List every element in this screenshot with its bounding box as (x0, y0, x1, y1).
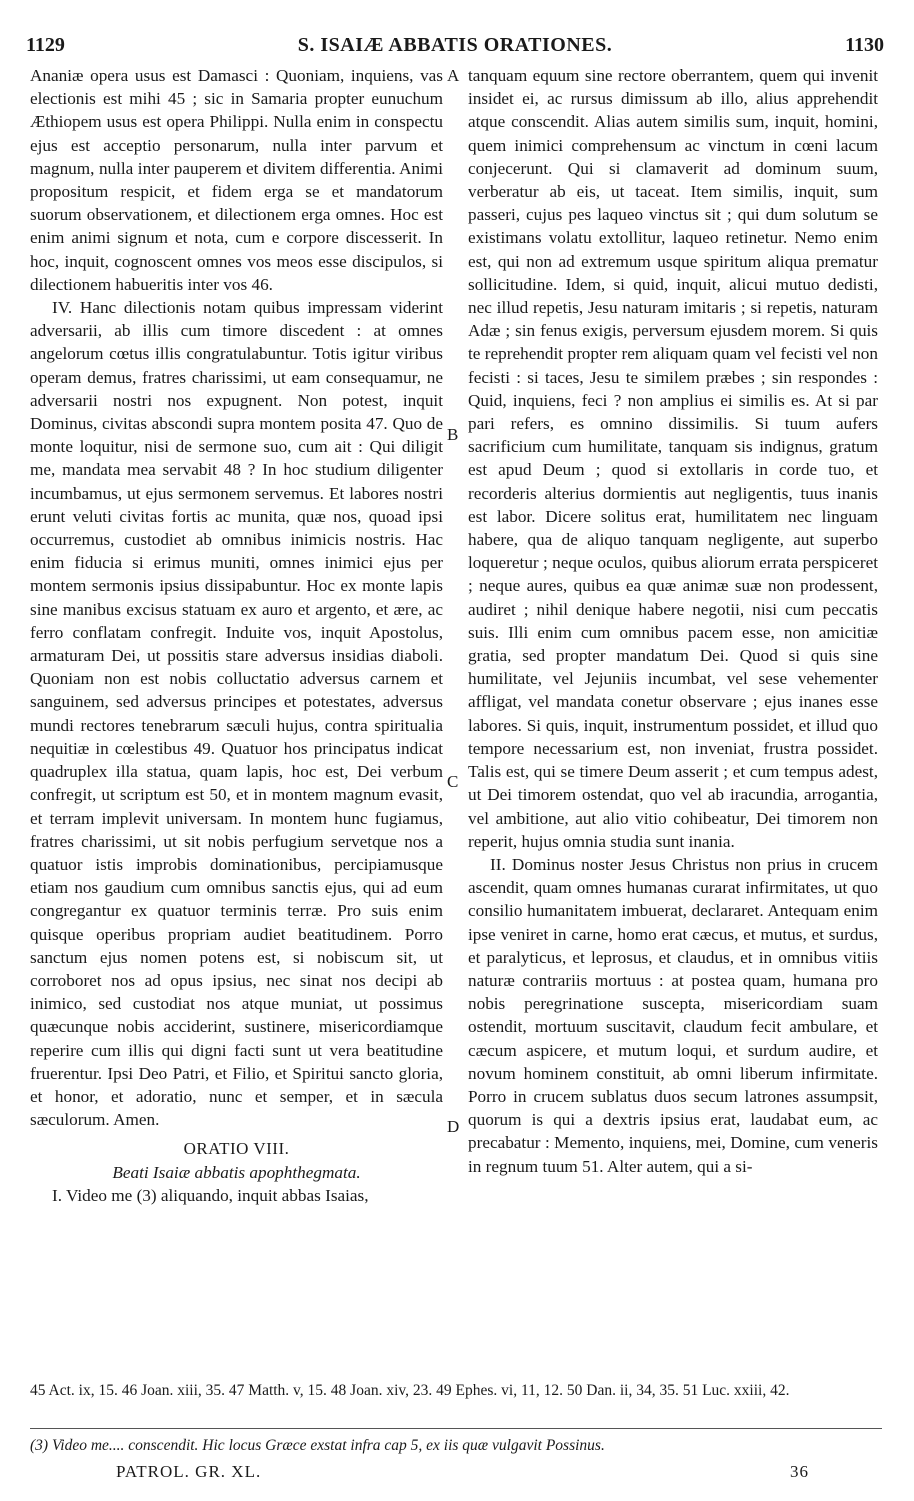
section-marker-b: B (447, 425, 459, 444)
right-paragraph-1: tanquam equum sine rectore oberrantem, quem qui invenit insidet ei, ac rursus dimissum ab illo, alius apprehendit atque conscendit. Alias autem similis sum, inquit, homini, quem inimici comprehensum ac vinctum in cœni lacum conjecerunt. Qui si clamaverit ad dominum suum, verberatur ab eis, ut taceat. Item similis, inquit, sum passeri, cujus pes laqueo vinctus sit ; qui dum solutum se existimans volatu extollitur, laqueo retinetur. Nemo enim est, qui non ad extremum usque spiritum aliqua prematur sollicitudine. Idem, si quid, inquit, alicui mutuo dedisti, nec illud repetis, Jesu naturam imitaris ; si repetis, naturam Adæ ; sin fenus exigis, perversum ejusdem morem. Si quis te reprehendit propter rem aliquam quam vel fecisti vel non fecisti : si taces, Jesu te similem præbes ; sin respondes : Quid, inquiens, feci ? non amplius ei similis es. At si par pari refers, es omnino dissimilis. Si tuum aufers sacrificium cum humilitate, tanquam sis indignus, gratum est apud Deum ; quod si extollaris in corde tuo, et recorderis alterius dormientis aut negligentis, tuus inanis est labor. Dicere solitus erat, humilitatem nec linguam habere, qua de aliquo tanquam negligente, aut superbo loqueretur ; neque oculos, quibus aliorum errata perspiceret ; neque aures, quibus ea quæ animæ suæ non prodessent, audiret ; nihil denique habere negotii, nisi cum peccatis suis. Illi enim cum omnibus pacem esse, non amicitiæ gratia, sed propter mandatum Dei. Quod si quis sine humilitate, vel Jejuniis incumbat, vel sese vehementer affligat, vel mandata conetur observare ; ejus inanes esse labores. Si quis, inquit, instrumentum possidet, et illud quo tempore necessarium est, non inveniat, frustra possidet. Talis est, qui se timere Deum asserit ; et cum tempus adest, ut Dei timorem ostendat, quo vel ab iracundia, arrogantia, vel ambitione, aut alio vitio cohibeatur, Dei timorem non reperit, hujus omnia studia sunt inania. (468, 66, 878, 851)
oratio-title: ORATIO VIII. (183, 1139, 290, 1159)
right-paragraph-2: II. Dominus noster Jesus Christus non prius in crucem ascendit, quam omnes humanas curarat infirmitates, ut quo consilio humanitatem imbuerat, declararet. Antequam enim ipse veniret in carne, homo erat cæcus, et mutus, et surdus, et paralyticus, et leprosus, et claudus, et in omnibus vitiis naturæ contrariis mortuus : at postea quam, humana pro nobis peregrinatione suscepta, misericordiam suam ostendit, mortuum suscitavit, claudum fecit ambulare, et cæcum aspicere, et mutum loqui, et surdum audire, et novum hominem constituit, ab omni liberum infirmitate. Porro in crucem sublatus duos secum latrones assumpsit, quorum is qui a dextris ipsius erat, laudabat eum, ac precabatur : Memento, inquiens, mei, Domine, cum veneris in regnum tuum 51. Alter autem, qui a si- (468, 854, 878, 1176)
page-header (26, 34, 884, 60)
oratio-subtitle: Beati Isaiæ abbatis apophthegmata. (112, 1162, 361, 1182)
footnote-divider (30, 1428, 882, 1429)
page-number-right: 1130 (845, 34, 884, 56)
footnote-references: 45 Act. ix, 15. 46 Joan. xiii, 35. 47 Matth. v, 15. 48 Joan. xiv, 23. 49 Ephes. vi, 11, 12. 50 Dan. ii, 34, 35. 51 Luc. xxiii, 42. (30, 1382, 790, 1399)
signature-number: 36 (790, 1462, 809, 1481)
section-marker-c: C (447, 772, 459, 791)
section-marker-d: D (447, 1117, 460, 1136)
left-paragraph-1: Ananiæ opera usus est Damasci : Quoniam, inquiens, vas electionis est mihi 45 ; sic in Samaria propter eunuchum Æthiopem usus est opera Philippi. Nulla enim in conspectu ejus est acceptio personarum, nulla inter parvum et magnum, nulla inter pauperem et divitem differentia. Animi propositum respicit, et fidem erga se et mandatorum suorum observationem, et dilectionem erga omnes. Hoc est enim animi signum et nota, cum e corpore discesserit. In hoc, inquit, cognoscent omnes vos meos esse discipulos, si dilectionem habueritis inter vos 46. (30, 66, 443, 294)
page-number-left: 1129 (26, 34, 65, 56)
left-paragraph-2: IV. Hanc dilectionis notam quibus impressam viderint adversarii, ab illis cum timore discedent : at omnes angelorum cœtus illis congratulabuntur. Totis igitur viribus operam demus, fratres charissimi, ut eam consequamur, ne adversarii nostri nos expugnent. Non potest, inquit Dominus, civitas abscondi supra montem posita 47. Quo de monte loquitur, nisi de sermone suo, cum ait : Qui diligit me, mandata mea servabit 48 ? In hoc studium diligenter incumbamus, ut ejus sermonem servemus. Et labores nostri erunt veluti civitas fortis ac munita, quæ nos, quoad ipsi occurremus, custodiet ab omnibus inimicis nostris. Hac enim fiducia si erimus muniti, omnes inimici ejus per montem sermonis ipsius dissipabuntur. Hoc ex monte lapis sine manibus excisus statuam ex auro et argento, et ære, ac ferro conflatam confregit. Induite vos, inquit Apostolus, armaturam Dei, ut possitis stare adversus insidias diaboli. Quoniam non est nobis colluctatio adversus carnem et sanguinem, sed adversus principes et potestates, adversus mundi rectores tenebrarum sæculi hujus, contra spiritualia nequitiæ in cœlestibus 49. Quatuor hos principatus indicat quadruplex illa statua, quam lapis, hoc est, Dei verbum confregit, ut scriptum est 50, et in montem magnum evasit, et terram implevit universam. In montem hunc fugiamus, fratres charissimi, ut sit nobis perfugium servetque nos a quatuor istis improbis dominationibus, percipiamusque etiam nos gaudium cum omnibus sanctis ejus, qui ad eum congregantur ex quatuor terminis terræ. Pro suis enim quisque operibus propriam audiet beatitudinem. Porro sanctum ejus nomen potens est, si nobiscum sit, ut corroboret nos ad opus ipsius, nec sinat nos decipi ab inimico, sed custodiat nos atque muniat, ut possimus quæcunque nobis acciderint, sustinere, misericordiamque reperire cum illis qui digni facti sunt ut vera beatitudine fruerentur. Ipsi Deo Patri, et Filio, et Spiritui sancto gloria, et honor, et adoratio, nunc et semper, et in sæcula sæculorum. Amen. (30, 298, 443, 1130)
section-marker-a: A (447, 66, 460, 85)
left-column (30, 64, 443, 1207)
signature-mark: PATROL. GR. XL. (116, 1462, 262, 1481)
running-title: S. ISAIÆ ABBATIS ORATIONES. (297, 34, 613, 56)
left-paragraph-3: I. Video me (3) aliquando, inquit abbas Isaias, (52, 1185, 369, 1205)
right-column (468, 64, 878, 1178)
footnote-3: (3) Video me.... conscendit. Hic locus Græce exstat infra cap 5, ex iis quæ vulgavit Possinus. (30, 1437, 605, 1454)
